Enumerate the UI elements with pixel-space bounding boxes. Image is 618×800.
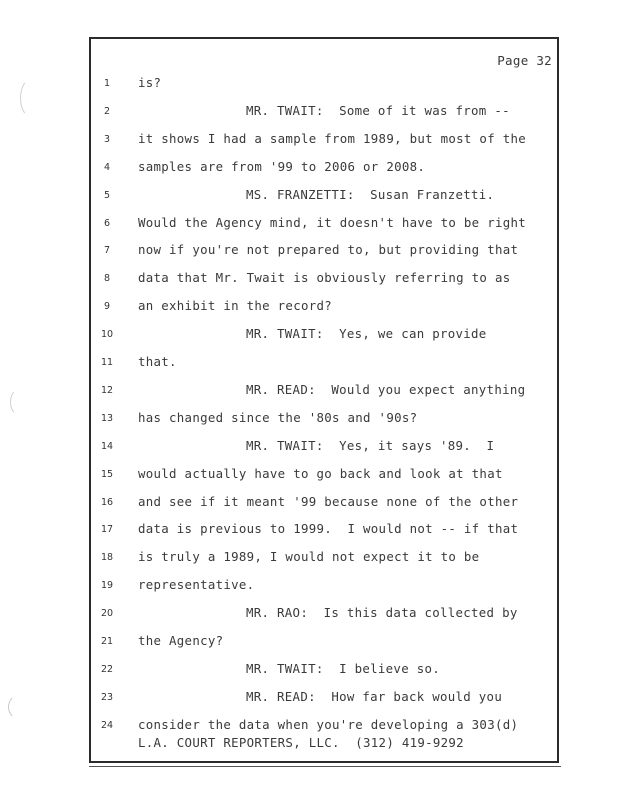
transcript-line [0,103,618,123]
transcript-line [0,577,618,597]
line-number: 2 [103,105,111,117]
line-text: MR. RAO: Is this data collected by [246,605,518,621]
line-text: the Agency? [138,633,224,648]
transcript-line [0,159,618,179]
transcript-line [0,549,618,569]
transcript-line [0,187,618,207]
line-text: MS. FRANZETTI: Susan Franzetti. [246,186,495,202]
transcript-line [0,215,618,235]
transcript-line [0,131,618,151]
line-number: 13 [100,412,114,424]
line-number: 7 [103,245,111,257]
line-number: 19 [100,580,114,592]
transcript-line [0,605,618,625]
line-text: it shows I had a sample from 1989, but most of the [138,130,526,146]
line-number: 23 [100,691,114,703]
line-number: 21 [100,636,114,647]
line-number: 18 [100,552,114,564]
line-number: 17 [100,524,114,536]
transcript-line [0,633,618,653]
line-text: MR. TWAIT: Yes, we can provide [246,326,487,342]
line-number: 8 [103,273,111,285]
line-number: 20 [100,608,114,620]
page-number: Page 32 [497,53,552,68]
line-number: 11 [100,357,114,368]
line-number: 5 [103,189,111,201]
transcript-line [0,75,618,95]
line-text: data is previous to 1999. I would not -- if that [138,521,519,537]
line-text: MR. TWAIT: I believe so. [246,660,440,676]
line-text: now if you're not prepared to, but providing that [138,242,519,258]
transcript-line [0,466,618,486]
line-text: MR. TWAIT: Yes, it says '89. I [246,437,495,453]
transcript-line [0,326,618,346]
line-text: would actually have to go back and look at that [138,465,503,481]
line-text: has changed since the '80s and '90s? [138,409,418,425]
line-number: 3 [103,133,111,145]
line-text: samples are from '99 to 2006 or 2008. [138,158,426,174]
transcript-line [0,438,618,458]
line-number: 22 [100,663,114,675]
line-text: and see if it meant '99 because none of the other [138,493,519,509]
court-reporter-footer: L.A. COURT REPORTERS, LLC. (312) 419-9292 [138,735,464,750]
line-text: data that Mr. Twait is obviously referring to as [138,270,511,286]
line-number: 14 [100,440,114,452]
line-number: 16 [100,496,114,508]
line-text: is? [138,75,162,90]
transcript-line [0,521,618,541]
transcript-line [0,270,618,290]
transcript-line [0,354,618,374]
transcript-line [0,298,618,318]
transcript-line [0,242,618,262]
page-bottom-rule [89,761,559,763]
line-text: MR. READ: How far back would you [246,688,503,704]
line-text: Would the Agency mind, it doesn't have to be right [138,214,526,230]
line-number: 10 [100,329,114,341]
transcript-line [0,689,618,709]
transcript-line [0,717,618,737]
transcript-line [0,494,618,514]
transcript-line [0,410,618,430]
line-number: 15 [100,468,114,480]
line-text: MR. TWAIT: Some of it was from -- [246,102,510,118]
transcript-line [0,661,618,681]
page-bottom-rule-shadow [89,766,561,767]
line-number: 24 [100,719,114,731]
line-number: 12 [100,384,114,396]
line-number: 6 [103,217,111,229]
line-number: 9 [103,301,111,313]
line-number: 1 [103,78,111,89]
line-text: consider the data when you're developing a 303(d) [138,716,519,732]
line-number: 4 [103,161,111,173]
line-text: representative. [138,577,255,593]
line-text: MR. READ: Would you expect anything [246,381,526,397]
line-text: an exhibit in the record? [138,298,332,314]
line-text: that. [138,354,177,369]
transcript-line [0,382,618,402]
line-text: is truly a 1989, I would not expect it to be [138,549,480,565]
